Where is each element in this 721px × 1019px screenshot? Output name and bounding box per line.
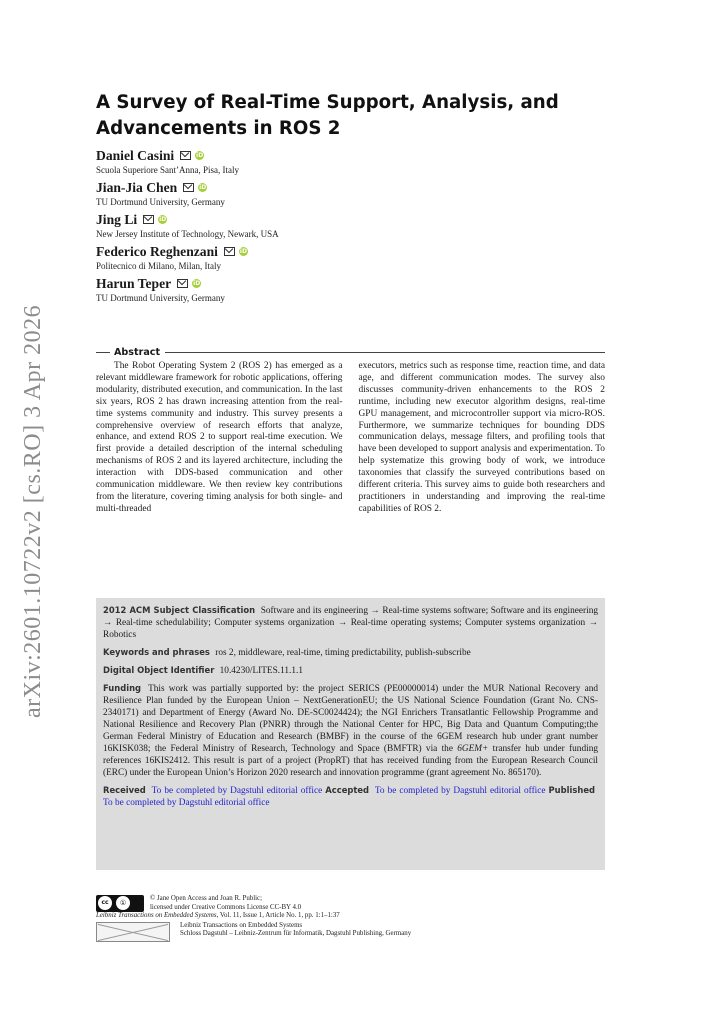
published-label: Published: [548, 785, 596, 795]
funding-italic: 6GEM+: [457, 744, 489, 754]
orcid-icon[interactable]: iD: [199, 184, 207, 191]
doi-label: Digital Object Identifier: [103, 665, 215, 675]
author-name: Harun Teper: [96, 276, 172, 291]
publisher-text: [180, 922, 411, 939]
lites-logo: [96, 922, 170, 942]
author-name: Jian-Jia Chen: [96, 180, 178, 195]
cc-icon: cc: [98, 896, 112, 910]
metadata-box: [96, 598, 605, 870]
author-name: Daniel Casini: [96, 148, 175, 163]
orcid-icon[interactable]: iD: [196, 152, 204, 159]
cc-by-badge[interactable]: [96, 895, 144, 912]
doi-text[interactable]: 10.4230/LITES.11.1.1: [219, 666, 303, 676]
abstract-label: Abstract: [114, 346, 161, 358]
acm-label: 2012 ACM Subject Classification: [103, 605, 256, 615]
author-list: [96, 147, 616, 307]
copyright-line: © Jane Open Access and Joan R. Public;: [150, 895, 263, 902]
funding-label: Funding: [103, 683, 142, 693]
journal-name: Leibniz Transactions on Embedded Systems: [96, 912, 217, 920]
email-icon[interactable]: [224, 247, 235, 256]
abstract-heading: [96, 345, 605, 359]
email-icon[interactable]: [180, 151, 191, 160]
email-icon[interactable]: [177, 279, 188, 288]
published-link[interactable]: To be completed by Dagstuhl editorial office: [103, 798, 270, 808]
doi: [103, 664, 598, 677]
author-name: Federico Reghenzani: [96, 244, 218, 259]
author-block: [96, 179, 616, 208]
orcid-icon[interactable]: iD: [159, 216, 167, 223]
author-affiliation: Scuola Superiore Sant’Anna, Pisa, Italy: [96, 165, 239, 175]
accepted-label: Accepted: [325, 785, 370, 795]
dates: [103, 784, 598, 809]
funding-text: This work was partially supported by: the project SERICS (PE00000014) under the MUR National Recovery and Resilience Plan funded by the European Union – NextGenerationEU; the US National Science Foundation (Grant No. CNS-2340171) and Department of Energy (Award No. DE-SC0024424); the NGI Enrichers Transatlantic Fellowship Programme and National Resilience and Recovery Plan (PNRR) through the National Center for HPC, Big Data and Quantum Computing;the German Federal Ministry of Education and Research (BMBF) in the course of the 6GEM research hub under grant number 16KISK038; the Federal Ministry of Research, Technology and Space (BMFTR) via the: [103, 684, 598, 754]
author-block: [96, 147, 616, 176]
email-icon[interactable]: [183, 183, 194, 192]
author-block: [96, 211, 616, 240]
paper-title: A Survey of Real-Time Support, Analysis, and Advancements in ROS 2: [96, 92, 559, 139]
abstract-column-left: The Robot Operating System 2 (ROS 2) has emerged as a relevant middleware framework for robotic applications, offering modularity, distributed execution, and communication. In the last six years, ROS 2 has drawn increasing attention from the real-time systems community and industry. This survey presents a comprehensive overview of research efforts that analyze, enhance, and extend ROS 2 to support real-time execution. We first provide a detailed description of the internal scheduling mechanisms of ROS 2 and its layered architecture, including the interaction with DDS-based communication and other communication middleware. We then review key contributions from the literature, covering timing analysis for both single- and multi-threaded: [96, 361, 343, 514]
keywords: [103, 646, 598, 659]
funding-text-end: transfer hub under funding references 16KIS2412. This result is part of a project (PropRT) that has received funding from the European Research Council (ERC) under the European Union’s Horizon 2020 research and innovation programme (grant agreement No. 865170).: [103, 744, 598, 778]
funding: [103, 682, 598, 779]
received-label: Received: [103, 785, 146, 795]
publisher-row: [96, 922, 616, 942]
author-affiliation: New Jersey Institute of Technology, Newark, USA: [96, 229, 279, 239]
publisher-line-1: Leibniz Transactions on Embedded Systems: [180, 921, 303, 929]
author-affiliation: Politecnico di Milano, Milan, Italy: [96, 261, 221, 271]
keywords-text: ros 2, middleware, real-time, timing predictability, publish-subscribe: [215, 648, 471, 658]
licensed-line: licensed under Creative Commons License CC-BY 4.0: [150, 903, 302, 911]
abstract-body: [96, 361, 605, 516]
divider: [165, 352, 605, 353]
keywords-label: Keywords and phrases: [103, 647, 210, 657]
orcid-icon[interactable]: iD: [193, 280, 201, 287]
publisher-line-2: Schloss Dagstuhl – Leibniz-Zentrum für Informatik, Dagstuhl Publishing, Germany: [180, 930, 412, 938]
author-affiliation: TU Dortmund University, Germany: [96, 293, 225, 303]
by-icon: ①: [116, 896, 130, 910]
divider: [96, 352, 110, 353]
email-icon[interactable]: [143, 215, 154, 224]
received-link[interactable]: To be completed by Dagstuhl editorial office: [151, 786, 323, 796]
orcid-icon[interactable]: iD: [239, 248, 247, 255]
license-row: [96, 895, 616, 912]
acm-text: Software and its engineering → Real-time systems software; Software and its engineering → Real-time schedulability; Computer systems organization → Real-time operating systems; Computer systems organization → Robotics: [103, 606, 599, 640]
abstract-column-right: executors, metrics such as response time, reaction time, and data age, and different communication modes. The survey also discusses community-driven enhancements to the ROS 2 runtime, including new executor algorithm designs, real-time GPU management, and microcontroller support via micro-ROS. Furthermore, we summarize techniques for bounding DDS communication delays, message filters, and profiling tools that have been developed to support analysis and experimentation. To help systematize this growing body of work, we introduce taxonomies that classify the surveyed contributions based on different criteria. This survey aims to guide both researchers and practitioners in understanding and improving the real-time capabilities of ROS 2.: [358, 361, 605, 514]
author-block: [96, 275, 616, 304]
journal-citation: [96, 912, 616, 921]
license-text: [150, 895, 301, 912]
accepted-link[interactable]: To be completed by Dagstuhl editorial office: [374, 786, 546, 796]
acm-classification: [103, 604, 598, 641]
author-block: [96, 243, 616, 272]
arxiv-identifier: arXiv:2601.10722v2 [cs.RO] 3 Apr 2026: [20, 304, 46, 718]
journal-volume: , Vol. 11, Issue 1, Article No. 1, pp. 1:1–1:37: [216, 912, 340, 920]
author-affiliation: TU Dortmund University, Germany: [96, 197, 225, 207]
license-footer: [96, 895, 616, 942]
author-name: Jing Li: [96, 212, 138, 227]
